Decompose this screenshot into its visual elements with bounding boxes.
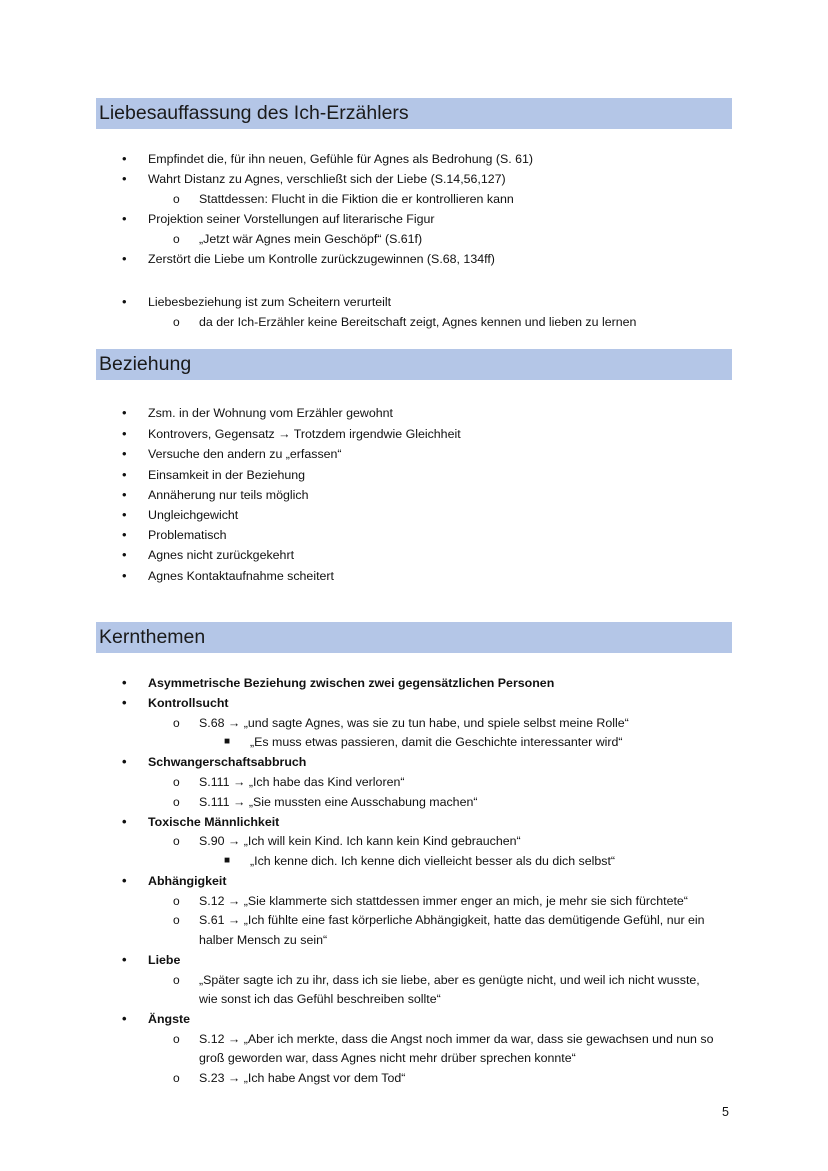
sub-list-item: o S.61 → „Ich fühlte eine fast körperliche Abhängigkeit, hatte das demütigende Gefühl, nur ein <box>173 913 705 927</box>
list-item: • Liebe <box>122 952 181 967</box>
bullet-icon: • <box>122 446 127 461</box>
list-item: • Toxische Männlichkeit <box>122 814 280 829</box>
circle-bullet-icon: o <box>173 834 180 848</box>
bullet-icon: • <box>122 251 127 266</box>
sub-sub-list-item: ■ „Es muss etwas passieren, damit die Geschichte interessanter wird“ <box>224 735 623 749</box>
page-number: 5 <box>722 1105 729 1119</box>
list-item: • Annäherung nur teils möglich <box>122 487 309 502</box>
bullet-icon: • <box>122 467 127 482</box>
bullet-icon: • <box>122 873 127 888</box>
list-item: • Versuche den andern zu „erfassen“ <box>122 446 342 461</box>
sub-list-item-continuation: groß geworden war, dass Agnes nicht mehr drüber sprechen konnte“ <box>199 1051 576 1065</box>
bullet-icon: • <box>122 568 127 583</box>
sub-list-item: o „Jetzt wär Agnes mein Geschöpf“ (S.61f) <box>173 232 423 246</box>
list-item: • Empfindet die, für ihn neuen, Gefühle für Agnes als Bedrohung (S. 61) <box>122 151 534 166</box>
sub-list-item: o S.111 → „Sie mussten eine Ausschabung machen“ <box>173 795 478 809</box>
circle-bullet-icon: o <box>173 795 180 809</box>
list-item: • Abhängigkeit <box>122 873 227 888</box>
list-item: • Zerstört die Liebe um Kontrolle zurückzugewinnen (S.68, 134ff) <box>122 251 495 266</box>
square-bullet-icon: ■ <box>224 736 231 747</box>
bullet-icon: • <box>122 952 127 967</box>
sub-list-item: o „Später sagte ich zu ihr, dass ich sie liebe, aber es genügte nicht, und weil ich nicht wusste, <box>173 973 700 987</box>
sub-list-item: o S.12 → „Aber ich merkte, dass die Angst noch immer da war, dass sie gewachsen und nun so <box>173 1032 714 1046</box>
sub-list-item-continuation: wie sonst ich das Gefühl beschreiben sollte“ <box>199 992 441 1006</box>
bullet-icon: • <box>122 527 127 542</box>
circle-bullet-icon: o <box>173 913 180 927</box>
list-item: • Kontrovers, Gegensatz → Trotzdem irgendwie Gleichheit <box>122 426 461 441</box>
sub-list-item: o da der Ich-Erzähler keine Bereitschaft zeigt, Agnes kennen und lieben zu lernen <box>173 315 637 329</box>
list-item: • Ungleichgewicht <box>122 507 239 522</box>
bullet-icon: • <box>122 405 127 420</box>
sub-list-item-continuation: halber Mensch zu sein“ <box>199 933 328 947</box>
bullet-icon: • <box>122 507 127 522</box>
list-item: • Zsm. in der Wohnung vom Erzähler gewohnt <box>122 405 393 420</box>
sub-list-item: o S.90 → „Ich will kein Kind. Ich kann kein Kind gebrauchen“ <box>173 834 521 848</box>
list-item: • Agnes nicht zurückgekehrt <box>122 547 295 562</box>
circle-bullet-icon: o <box>173 315 180 329</box>
list-item: • Schwangerschaftsabbruch <box>122 754 307 769</box>
circle-bullet-icon: o <box>173 1032 180 1046</box>
circle-bullet-icon: o <box>173 716 180 730</box>
bullet-icon: • <box>122 487 127 502</box>
bullet-icon: • <box>122 426 127 441</box>
bullet-icon: • <box>122 294 127 309</box>
bullet-icon: • <box>122 547 127 562</box>
list-item: • Wahrt Distanz zu Agnes, verschließt sich der Liebe (S.14,56,127) <box>122 171 506 186</box>
bullet-icon: • <box>122 675 127 690</box>
circle-bullet-icon: o <box>173 192 180 206</box>
section-heading-liebesauffassung: Liebesauffassung des Ich-Erzählers <box>96 98 732 129</box>
list-item: • Ängste <box>122 1011 190 1026</box>
section-heading-kernthemen: Kernthemen <box>96 622 732 653</box>
list-item: • Projektion seiner Vorstellungen auf literarische Figur <box>122 211 435 226</box>
sub-list-item: o S.12 → „Sie klammerte sich stattdessen immer enger an mich, je mehr sie sich fürchtete“ <box>173 894 688 908</box>
circle-bullet-icon: o <box>173 1071 180 1085</box>
sub-list-item: o S.68 → „und sagte Agnes, was sie zu tun habe, und spiele selbst meine Rolle“ <box>173 716 629 730</box>
sub-list-item: o Stattdessen: Flucht in die Fiktion die er kontrollieren kann <box>173 192 514 206</box>
circle-bullet-icon: o <box>173 232 180 246</box>
bullet-icon: • <box>122 1011 127 1026</box>
section-heading-beziehung: Beziehung <box>96 349 732 380</box>
bullet-icon: • <box>122 695 127 710</box>
bullet-icon: • <box>122 814 127 829</box>
list-item: • Agnes Kontaktaufnahme scheitert <box>122 568 334 583</box>
bullet-icon: • <box>122 754 127 769</box>
sub-sub-list-item: ■ „Ich kenne dich. Ich kenne dich vielleicht besser als du dich selbst“ <box>224 854 616 868</box>
list-item: • Problematisch <box>122 527 227 542</box>
square-bullet-icon: ■ <box>224 855 231 866</box>
list-item: • Liebesbeziehung ist zum Scheitern verurteilt <box>122 294 392 309</box>
circle-bullet-icon: o <box>173 973 180 987</box>
bullet-icon: • <box>122 151 127 166</box>
bullet-icon: • <box>122 171 127 186</box>
list-item: • Kontrollsucht <box>122 695 229 710</box>
list-item: • Einsamkeit in der Beziehung <box>122 467 306 482</box>
sub-list-item: o S.111 → „Ich habe das Kind verloren“ <box>173 775 405 789</box>
circle-bullet-icon: o <box>173 894 180 908</box>
list-item: • Asymmetrische Beziehung zwischen zwei gegensätzlichen Personen <box>122 675 555 690</box>
bullet-icon: • <box>122 211 127 226</box>
circle-bullet-icon: o <box>173 775 180 789</box>
sub-list-item: o S.23 → „Ich habe Angst vor dem Tod“ <box>173 1071 406 1085</box>
